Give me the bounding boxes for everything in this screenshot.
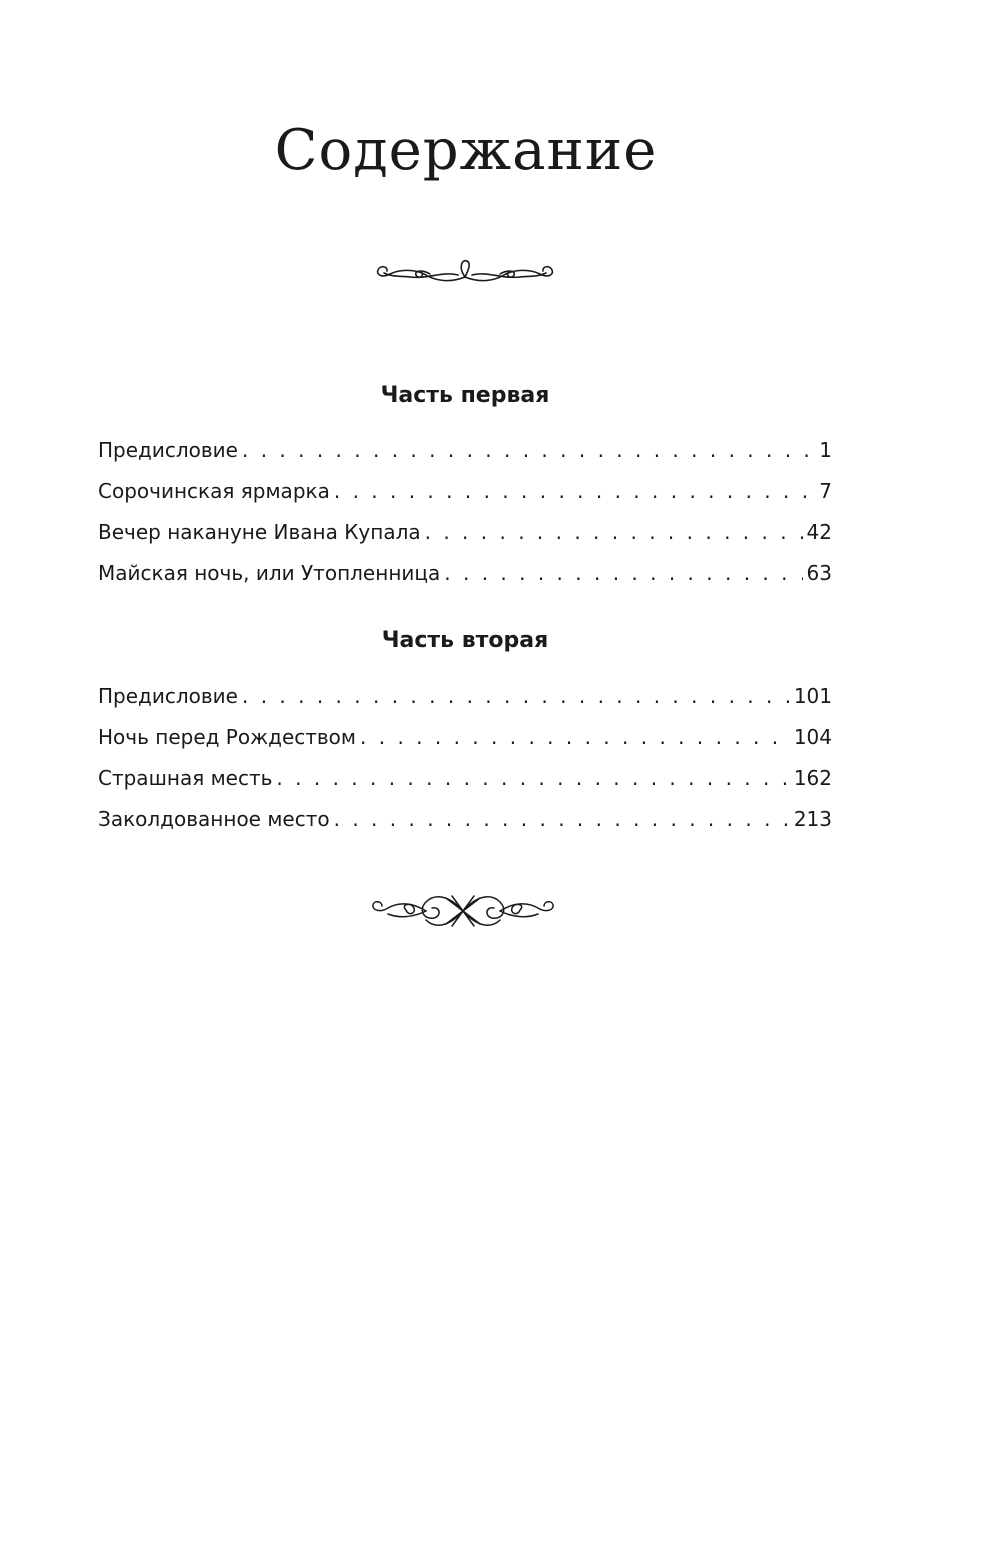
flourish-end-icon	[368, 888, 558, 934]
toc-entry[interactable]	[98, 479, 832, 520]
toc-leader-dots	[242, 684, 790, 708]
toc-entry-title: Заколдованное место	[98, 807, 330, 831]
toc-leader-dots	[360, 725, 790, 749]
flourish-divider-icon	[370, 255, 560, 291]
toc-entry-page: 101	[793, 684, 832, 708]
toc-leader-dots	[334, 807, 790, 831]
part-heading: Часть вторая	[381, 628, 549, 653]
toc-entry[interactable]	[98, 684, 832, 725]
toc-entry-page: 162	[793, 766, 832, 790]
toc-entry-page: 42	[806, 520, 832, 544]
toc-entry-page: 1	[819, 438, 832, 462]
toc-entry-title: Ночь перед Рождеством	[98, 725, 357, 749]
part-heading: Часть первая	[380, 383, 550, 408]
toc-leader-dots	[276, 766, 789, 790]
toc-entry-title: Майская ночь, или Утопленница	[98, 561, 441, 585]
toc-leader-dots	[242, 438, 815, 462]
toc-entry[interactable]	[98, 520, 832, 561]
toc-leader-dots	[425, 520, 803, 544]
toc-leader-dots	[334, 479, 815, 503]
toc-entry-page: 104	[793, 725, 832, 749]
toc-entry-title: Страшная месть	[98, 766, 273, 790]
toc-list-part-2	[98, 684, 832, 848]
page-title: Содержание	[274, 118, 658, 183]
toc-entry-title: Сорочинская ярмарка	[98, 479, 330, 503]
toc-entry[interactable]	[98, 438, 832, 479]
toc-entry-title: Предисловие	[98, 684, 238, 708]
toc-leader-dots	[444, 561, 802, 585]
toc-entry-page: 213	[793, 807, 832, 831]
toc-entry[interactable]	[98, 766, 832, 807]
toc-entry[interactable]	[98, 725, 832, 766]
toc-entry-title: Вечер накануне Ивана Купала	[98, 520, 421, 544]
toc-entry-page: 7	[819, 479, 832, 503]
toc-list-part-1	[98, 438, 832, 602]
toc-entry[interactable]	[98, 807, 832, 848]
toc-entry-page: 63	[806, 561, 832, 585]
toc-entry-title: Предисловие	[98, 438, 238, 462]
toc-entry[interactable]	[98, 561, 832, 602]
